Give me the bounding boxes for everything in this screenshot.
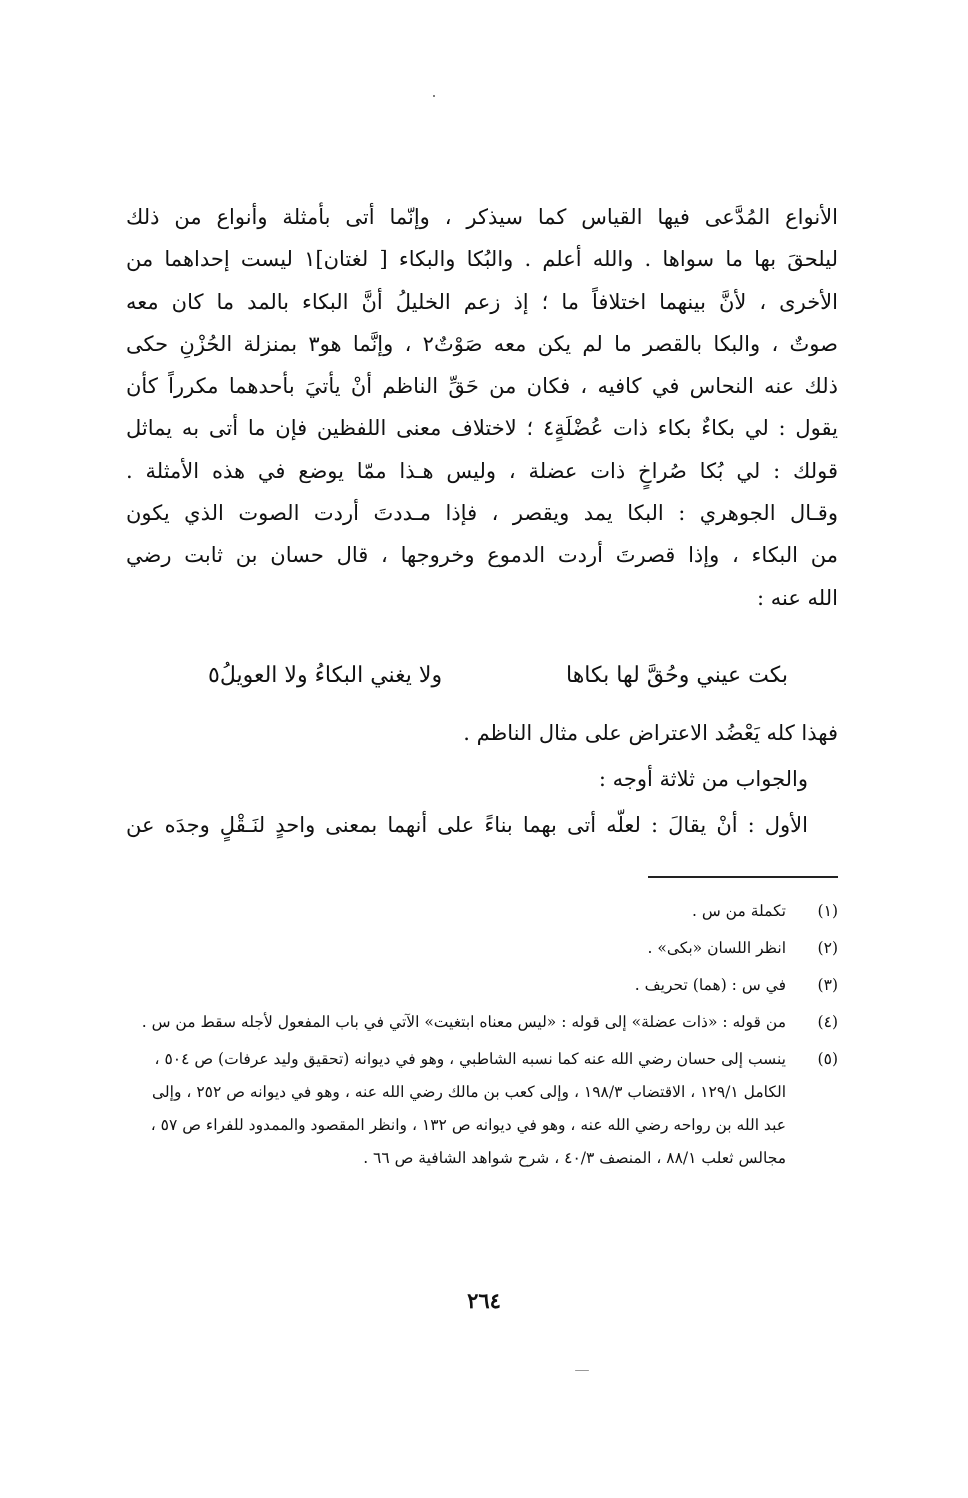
text-line: الأنواع المُدَّعى فيها القياس كما سيذكر ، وإنّما أتى بأمثلة وأنواع من ذلك (126, 205, 838, 229)
text-line: ذلك عنه النحاس في كافيه ، فكان من حَقِّ الناظم أنْ يأتيَ بأحدهما مكرراً كأن (126, 374, 838, 399)
footnote-text: انظر اللسان «بكى» . (647, 939, 786, 957)
text-line: فهذا كله يَعْضُد الاعتراض على مثال الناظم . (463, 721, 838, 745)
footnote-number: (٥) (817, 1050, 838, 1068)
footnote-item (126, 1043, 838, 1175)
continuation-text (126, 710, 838, 848)
footnote-number: (٣) (817, 976, 838, 994)
footnote-number: (١) (817, 902, 838, 920)
main-text (126, 196, 838, 619)
footnote-text: من قوله : «ذات عضلة» إلى قوله : «ليس معناه ابتغيت» الآتي في باب المفعول لأجله سقط من س . (141, 1013, 786, 1031)
text-line: ليلحقَ بها ما سواها . والله أعلم . والبُكا والبكاء [ لغتان]١ ليست إحداهما من (126, 247, 838, 272)
text-line: والجواب من ثلاثة أوجه : (598, 767, 808, 791)
poetry-verse (208, 656, 788, 696)
footnotes (126, 895, 838, 1179)
text-line: الله عنه : (757, 585, 838, 610)
footnote-number: (٤) (817, 1013, 838, 1031)
text-line: قولك : لي بُكا صُراخٍ ذات عضلة ، وليس هـذا ممّا يوضع في هذه الأمثلة . (126, 458, 838, 483)
footnote-text: في س : (هما) تحريف . (634, 976, 786, 994)
footnote-item (126, 932, 838, 965)
text-line: الأخرى ، لأنَّ بينهما اختلافاً ما ؛ إذ زعم الخليلُ أنَّ البكاء بالمد ما كان معه (126, 289, 838, 314)
footnote-number: (٢) (817, 939, 838, 957)
page-number: ٢٦٤ (467, 1288, 501, 1313)
text-line: صوتٌ ، والبكا بالقصر ما لم يكن معه صَوْتٌ٢ ، وإنَّما هو٣ بمنزلة الحُزْنِ حكى (126, 331, 838, 356)
text-line: يقول : لي بكاءٌ بكاء ذات عُضْلَةٍ٤ ؛ لاختلاف معنى اللفظين فإن ما أتى به يماثل (126, 416, 838, 441)
footnote-text: ينسب إلى حسان رضي الله عنه كما نسبه الشاطبي ، وهو في ديوانه (تحقيق وليد عرفات) ص ٥٠٤ ، الكامل ١٢٩/١ ، الاقتضاب ١٩٨/٣ ، وإلى كعب بن مالك رضي الله عنه ، وهو في ديوانه ص ٢٥٢ ، وإلى عبد الله بن رواحه رضي الله عنه ، وهو في ديوانه ص ١٣٢ ، وانظر المقصود والممدود للفراء ص ٥٧ ، مجالس ثعلب ٨٨/١ ، المنصف ٤٠/٣ ، شرح شواهد الشافية ص ٦٦ . (150, 1050, 786, 1167)
footnote-divider (648, 876, 838, 878)
scan-speck (433, 95, 435, 97)
footnote-item (126, 1006, 838, 1039)
footnote-text: تكملة من س . (691, 902, 786, 920)
text-line: وقـال الجوهري : البكا يمد ويقصر ، فإذا مـددتَ أردت الصوت الذي يكون (126, 501, 838, 526)
footnote-item (126, 895, 838, 928)
text-line: من البكاء ، وإذا قصرتَ أردت الدموع وخروجها ، قال حسان بن ثابت رضي (126, 543, 838, 568)
footnote-item (126, 969, 838, 1002)
scan-speck (575, 1370, 589, 1371)
text-line: الأول : أنْ يقالَ : لعلّه أتى بهما بناءً على أنهما بمعنى واحدٍ لنَـقْلٍ وجدَه عن (126, 813, 808, 837)
verse-first-hemistich: بكت عيني وحُقَّ لها بكاها (566, 663, 788, 688)
verse-second-hemistich: ولا يغني البكاءُ ولا العويلُ٥ (208, 663, 443, 688)
